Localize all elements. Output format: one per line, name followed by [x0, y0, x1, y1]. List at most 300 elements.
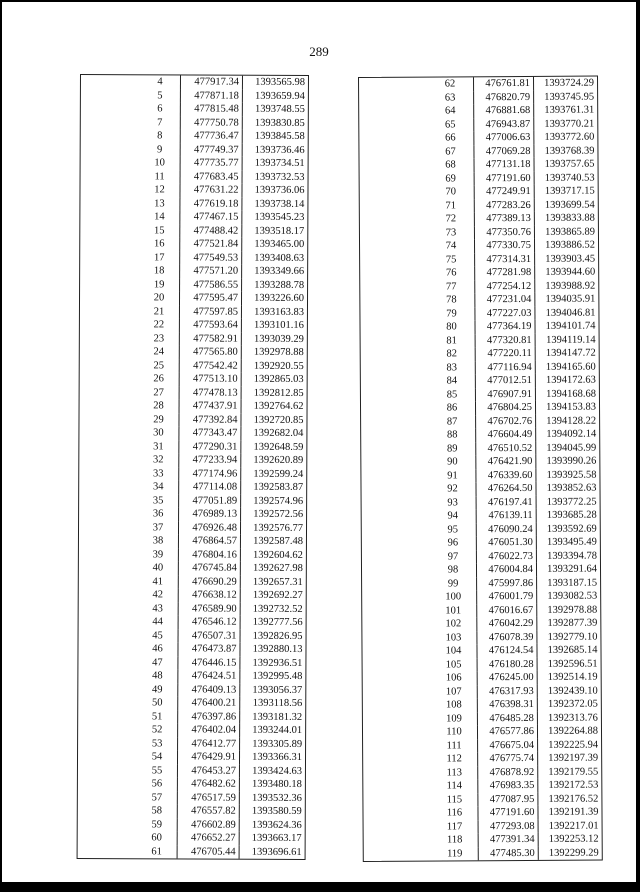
point-number-cell: 77: [445, 280, 457, 292]
y-coordinate-cell: 1393394.78: [547, 550, 597, 562]
empty-cell: [79, 628, 138, 642]
y-coordinate-cell: 1393757.65: [544, 158, 595, 170]
point-number-cell: 81: [446, 334, 457, 346]
y-coordinate-cell: 1392572.56: [253, 508, 304, 520]
empty-cell: [362, 564, 430, 578]
table-row: [79, 480, 306, 494]
x-coordinate-cell: 476402.04: [178, 723, 240, 737]
x-coordinate-cell: 477437.91: [179, 399, 241, 413]
x-coordinate-cell: 477542.42: [179, 359, 241, 373]
empty-cell: [362, 604, 430, 618]
empty-cell: [362, 550, 430, 564]
x-coordinate-cell: 477191.60: [478, 806, 538, 820]
x-coordinate-cell: 477631.22: [180, 183, 242, 197]
empty-cell: [359, 118, 427, 132]
empty-cell: [79, 494, 138, 508]
point-number-cell: 56: [151, 778, 163, 790]
empty-cell: [360, 253, 428, 267]
table-row: [360, 252, 598, 267]
y-coordinate-cell: 1392217.01: [548, 820, 599, 832]
x-coordinate-cell: 477478.13: [179, 386, 241, 400]
x-coordinate-cell: 476983.35: [478, 779, 538, 793]
empty-cell: [362, 618, 430, 632]
y-coordinate-cell: 1394147.72: [545, 347, 596, 359]
point-number-cell: 67: [445, 145, 456, 157]
table-row: [80, 291, 307, 305]
point-number-cell: 91: [447, 469, 458, 481]
x-coordinate-cell: 477683.45: [180, 170, 242, 184]
empty-cell: [78, 763, 137, 777]
empty-cell: [81, 129, 140, 143]
empty-cell: [363, 672, 431, 686]
point-number-cell: 109: [446, 712, 462, 724]
point-number-cell: 106: [445, 672, 462, 684]
y-coordinate-cell: 1393532.36: [251, 792, 302, 804]
point-number-cell: 20: [153, 292, 165, 304]
table-row: [362, 536, 600, 551]
table-row: [81, 75, 308, 89]
y-coordinate-cell: 1392514.19: [547, 671, 598, 683]
empty-cell: [80, 197, 139, 211]
empty-cell: [78, 709, 137, 723]
x-coordinate-cell: 476446.15: [178, 656, 240, 670]
x-coordinate-cell: 477391.34: [478, 833, 538, 847]
point-number-cell: 76: [445, 267, 457, 279]
empty-cell: [80, 318, 139, 332]
y-coordinate-cell: 1393990.26: [546, 455, 597, 467]
point-number-cell: 110: [446, 726, 462, 738]
empty-cell: [363, 793, 431, 807]
y-coordinate-cell: 1392253.12: [548, 833, 599, 845]
table-row: [79, 426, 306, 440]
x-coordinate-cell: 476638.12: [178, 588, 240, 602]
table-row: [79, 561, 306, 575]
point-number-cell: 118: [446, 834, 463, 846]
empty-cell: [363, 712, 431, 726]
point-number-cell: 31: [153, 440, 164, 452]
x-coordinate-cell: 476926.48: [178, 521, 240, 535]
point-number-cell: 55: [151, 764, 163, 776]
y-coordinate-cell: 1392587.48: [253, 535, 303, 547]
y-coordinate-cell: 1392764.62: [253, 400, 304, 412]
x-coordinate-cell: 477364.19: [475, 320, 535, 334]
table-row: [363, 657, 601, 672]
y-coordinate-cell: 1393056.37: [252, 684, 303, 696]
table-row: [363, 779, 601, 794]
x-coordinate-cell: 477521.84: [180, 237, 242, 251]
y-coordinate-cell: 1393545.23: [254, 211, 305, 223]
table-row: [363, 671, 601, 686]
y-coordinate-cell: 1393903.45: [545, 253, 596, 265]
table-row: [360, 306, 598, 321]
empty-cell: [79, 413, 138, 427]
table-row: [78, 655, 305, 669]
table-row: [364, 819, 602, 834]
y-coordinate-cell: 1394045.99: [546, 442, 597, 454]
point-number-cell: 39: [152, 548, 164, 560]
x-coordinate-cell: 477593.64: [179, 318, 241, 332]
point-number-cell: 79: [446, 307, 457, 319]
x-coordinate-cell: 476517.59: [177, 791, 239, 805]
table-row: [362, 630, 600, 645]
point-number-cell: 114: [446, 780, 463, 792]
empty-cell: [363, 739, 431, 753]
y-coordinate-cell: 1393518.17: [254, 225, 305, 237]
point-number-cell: 86: [446, 402, 458, 414]
point-number-cell: 113: [446, 766, 462, 778]
empty-cell: [359, 145, 427, 159]
y-coordinate-cell: 1393495.49: [546, 536, 597, 548]
table-row: [361, 360, 599, 375]
point-number-cell: 96: [447, 537, 459, 549]
table-row: [363, 684, 601, 699]
y-coordinate-cell: 1393424.63: [252, 765, 302, 777]
point-number-cell: 64: [444, 105, 456, 117]
empty-cell: [78, 844, 137, 858]
x-coordinate-cell: 477191.60: [474, 171, 534, 185]
point-number-cell: 26: [153, 373, 164, 385]
y-coordinate-cell: 1393624.36: [251, 819, 302, 831]
point-number-cell: 22: [153, 319, 165, 331]
empty-cell: [362, 496, 430, 510]
table-row: [78, 750, 305, 764]
x-coordinate-cell: 477330.75: [474, 239, 534, 253]
y-coordinate-cell: 1392176.52: [548, 793, 599, 805]
table-row: [78, 682, 305, 696]
point-number-cell: 48: [152, 670, 163, 682]
point-number-cell: 52: [151, 724, 163, 736]
empty-cell: [80, 399, 139, 413]
table-row: [78, 790, 305, 804]
point-number-cell: 10: [154, 157, 165, 169]
y-coordinate-cell: 1392779.10: [547, 631, 598, 643]
point-number-cell: 36: [152, 508, 164, 520]
empty-cell: [79, 601, 138, 615]
empty-cell: [79, 547, 138, 561]
point-number-cell: 14: [154, 211, 165, 223]
y-coordinate-cell: 1392372.05: [547, 698, 598, 710]
table-row: [80, 332, 307, 346]
table-row: [361, 482, 599, 497]
y-coordinate-cell: 1393118.56: [252, 697, 303, 709]
empty-cell: [361, 456, 429, 470]
y-coordinate-cell: 1393565.98: [255, 76, 305, 88]
x-coordinate-cell: 477227.03: [475, 306, 535, 320]
y-coordinate-cell: 1392604.62: [253, 549, 303, 561]
empty-cell: [361, 469, 429, 483]
x-coordinate-cell: 476907.91: [475, 387, 535, 401]
y-coordinate-cell: 1393736.06: [254, 184, 305, 196]
x-coordinate-cell: 477750.78: [180, 116, 242, 130]
table-row: [79, 547, 306, 561]
empty-cell: [361, 361, 429, 375]
point-number-cell: 66: [445, 132, 456, 144]
y-coordinate-cell: 1392574.96: [253, 495, 304, 507]
y-coordinate-cell: 1393736.46: [254, 144, 305, 156]
x-coordinate-cell: 477283.26: [474, 198, 534, 212]
table-row: [359, 90, 597, 105]
empty-cell: [80, 264, 139, 278]
point-number-cell: 112: [446, 753, 462, 765]
x-coordinate-cell: 477485.30: [478, 846, 538, 860]
point-number-cell: 85: [446, 388, 458, 400]
empty-cell: [81, 89, 140, 103]
empty-cell: [361, 388, 429, 402]
table-row: [78, 777, 305, 791]
x-coordinate-cell: 476180.28: [477, 657, 537, 671]
table-row: [362, 590, 600, 605]
x-coordinate-cell: 477735.77: [180, 156, 242, 170]
y-coordinate-cell: 1393988.92: [545, 280, 596, 292]
point-number-cell: 8: [157, 130, 163, 142]
empty-cell: [80, 210, 139, 224]
table-row: [362, 509, 600, 524]
empty-cell: [361, 348, 429, 362]
table-row: [80, 278, 307, 292]
table-row: [361, 347, 599, 362]
x-coordinate-cell: 477917.34: [180, 75, 242, 89]
x-coordinate-cell: 476245.00: [477, 671, 537, 685]
empty-cell: [79, 426, 138, 440]
y-coordinate-cell: 1392720.85: [253, 414, 304, 426]
x-coordinate-cell: 476546.12: [178, 615, 240, 629]
table-row: [359, 144, 597, 159]
x-coordinate-cell: 476482.62: [177, 777, 239, 791]
y-coordinate-cell: 1394172.63: [545, 374, 596, 386]
point-number-cell: 44: [152, 616, 163, 628]
x-coordinate-cell: 477549.53: [180, 251, 242, 265]
table-row: [78, 804, 305, 818]
point-number-cell: 17: [153, 251, 165, 263]
x-coordinate-cell: 476577.86: [477, 725, 537, 739]
table-row: [79, 588, 306, 602]
point-number-cell: 105: [445, 658, 462, 670]
table-row: [79, 521, 306, 535]
x-coordinate-cell: 477488.42: [180, 224, 242, 238]
x-coordinate-cell: 477343.47: [179, 426, 241, 440]
x-coordinate-cell: 476878.92: [478, 765, 538, 779]
empty-cell: [360, 240, 428, 254]
empty-cell: [78, 723, 137, 737]
point-number-cell: 6: [157, 103, 163, 115]
y-coordinate-cell: 1392920.55: [253, 360, 304, 372]
empty-cell: [360, 172, 428, 186]
y-coordinate-cell: 1392826.95: [252, 630, 303, 642]
x-coordinate-cell: 476016.67: [477, 603, 537, 617]
point-number-cell: 95: [447, 523, 459, 535]
point-number-cell: 98: [447, 564, 459, 576]
page-number: 289: [309, 44, 329, 59]
table-row: [79, 494, 306, 508]
x-coordinate-cell: 477069.28: [474, 144, 534, 158]
y-coordinate-cell: 1393772.60: [544, 131, 595, 143]
x-coordinate-cell: 477087.95: [478, 792, 538, 806]
y-coordinate-cell: 1394165.60: [545, 361, 596, 373]
empty-cell: [81, 102, 140, 116]
point-number-cell: 59: [151, 818, 163, 830]
point-number-cell: 28: [153, 400, 164, 412]
point-number-cell: 16: [153, 238, 165, 250]
x-coordinate-cell: 476943.87: [474, 117, 534, 131]
empty-cell: [360, 294, 428, 308]
point-number-cell: 74: [445, 240, 457, 252]
x-coordinate-cell: 477114.08: [179, 480, 241, 494]
y-coordinate-cell: 1393181.32: [252, 711, 303, 723]
empty-cell: [81, 75, 140, 89]
empty-cell: [363, 658, 431, 672]
y-coordinate-cell: 1392865.03: [253, 373, 304, 385]
table-row: [78, 817, 305, 831]
point-number-cell: 70: [445, 186, 456, 198]
table-row: [79, 453, 306, 467]
table-row: [80, 197, 307, 211]
point-number-cell: 34: [152, 481, 164, 493]
x-coordinate-cell: 477595.47: [179, 291, 241, 305]
y-coordinate-cell: 1392197.39: [548, 752, 599, 764]
point-number-cell: 102: [445, 618, 462, 630]
table-row: [360, 239, 598, 254]
table-row: [361, 455, 599, 470]
empty-cell: [81, 170, 140, 184]
table-row: [81, 170, 308, 184]
point-number-cell: 60: [151, 832, 162, 844]
x-coordinate-cell: 476652.27: [177, 831, 239, 845]
table-row: [78, 642, 305, 656]
table-row: [81, 156, 308, 170]
y-coordinate-cell: 1393699.54: [544, 199, 595, 211]
x-coordinate-cell: 476421.90: [476, 455, 536, 469]
table-row: [78, 696, 305, 710]
point-number-cell: 41: [152, 575, 164, 587]
point-number-cell: 12: [154, 184, 165, 196]
x-coordinate-cell: 477231.04: [475, 293, 535, 307]
point-number-cell: 104: [445, 645, 462, 657]
point-number-cell: 33: [152, 467, 164, 479]
y-coordinate-cell: 1393580.59: [251, 805, 302, 817]
point-number-cell: 69: [445, 172, 456, 184]
x-coordinate-cell: 477389.13: [474, 212, 534, 226]
empty-cell: [80, 291, 139, 305]
y-coordinate-cell: 1393886.52: [545, 239, 596, 251]
table-row: [361, 441, 599, 456]
point-number-cell: 101: [445, 604, 462, 616]
x-coordinate-cell: 477565.80: [179, 345, 241, 359]
y-coordinate-cell: 1393830.85: [254, 117, 305, 129]
y-coordinate-cell: 1393465.00: [254, 238, 305, 250]
x-coordinate-cell: 476453.27: [177, 764, 239, 778]
empty-cell: [361, 402, 429, 416]
x-coordinate-cell: 477467.15: [180, 210, 242, 224]
table-row: [80, 386, 307, 400]
y-coordinate-cell: 1392627.98: [252, 562, 303, 574]
x-coordinate-cell: 477006.63: [474, 131, 534, 145]
y-coordinate-cell: 1393770.21: [544, 118, 595, 130]
empty-cell: [80, 251, 139, 265]
point-number-cell: 61: [151, 845, 162, 857]
point-number-cell: 78: [446, 294, 457, 306]
empty-cell: [79, 561, 138, 575]
x-coordinate-cell: 477619.18: [180, 197, 242, 211]
empty-cell: [362, 577, 430, 591]
table-row: [360, 293, 598, 308]
empty-cell: [79, 574, 138, 588]
y-coordinate-cell: 1393925.58: [546, 469, 597, 481]
x-coordinate-cell: 477815.48: [180, 102, 242, 116]
y-coordinate-cell: 1393833.88: [544, 212, 595, 224]
table-row: [80, 399, 307, 413]
table-row: [80, 183, 307, 197]
y-coordinate-cell: 1393724.29: [544, 77, 595, 89]
point-number-cell: 23: [153, 332, 165, 344]
empty-cell: [78, 642, 137, 656]
x-coordinate-cell: 476004.84: [476, 563, 536, 577]
empty-cell: [79, 534, 138, 548]
y-coordinate-cell: 1393717.15: [544, 185, 595, 197]
y-coordinate-cell: 1392264.88: [548, 725, 599, 737]
point-number-cell: 42: [152, 589, 164, 601]
y-coordinate-cell: 1394168.68: [546, 388, 596, 400]
point-number-cell: 4: [157, 76, 163, 88]
empty-cell: [79, 588, 138, 602]
empty-cell: [79, 615, 138, 629]
table-row: [359, 131, 597, 146]
empty-cell: [80, 237, 139, 251]
y-coordinate-cell: 1392599.24: [253, 468, 304, 480]
x-coordinate-cell: 476412.77: [178, 737, 240, 751]
empty-cell: [360, 159, 428, 173]
point-number-cell: 58: [151, 805, 163, 817]
x-coordinate-cell: 477131.18: [474, 158, 534, 172]
y-coordinate-cell: 1392299.29: [548, 847, 599, 859]
table-row: [79, 534, 306, 548]
coordinates-table-right-body: [359, 77, 602, 861]
empty-cell: [361, 442, 429, 456]
x-coordinate-cell: 477249.91: [474, 185, 534, 199]
table-row: [79, 615, 306, 629]
y-coordinate-cell: 1393732.53: [254, 171, 305, 183]
x-coordinate-cell: 476339.60: [476, 468, 536, 482]
table-row: [80, 372, 307, 386]
table-row: [362, 617, 600, 632]
y-coordinate-cell: 1393480.18: [252, 778, 302, 790]
point-number-cell: 99: [447, 577, 459, 589]
y-coordinate-cell: 1392648.59: [253, 441, 304, 453]
table-row: [362, 495, 600, 510]
empty-cell: [78, 831, 137, 845]
empty-cell: [79, 440, 138, 454]
empty-cell: [78, 750, 137, 764]
y-coordinate-cell: 1393944.60: [545, 266, 596, 278]
y-coordinate-cell: 1393768.39: [544, 145, 595, 157]
x-coordinate-cell: 476820.79: [474, 90, 534, 104]
table-row: [360, 225, 598, 240]
point-number-cell: 15: [154, 224, 165, 236]
x-coordinate-cell: 476690.29: [178, 575, 240, 589]
table-row: [81, 129, 308, 143]
table-row: [359, 77, 597, 92]
coordinates-table-right: [358, 76, 603, 862]
empty-cell: [362, 510, 430, 524]
point-number-cell: 21: [153, 305, 165, 317]
x-coordinate-cell: 476090.24: [476, 522, 536, 536]
point-number-cell: 90: [447, 456, 458, 468]
y-coordinate-cell: 1392657.31: [252, 576, 303, 588]
point-number-cell: 37: [152, 521, 164, 533]
x-coordinate-cell: 476705.44: [177, 845, 239, 859]
empty-cell: [361, 415, 429, 429]
empty-cell: [360, 321, 428, 335]
table-row: [79, 574, 306, 588]
